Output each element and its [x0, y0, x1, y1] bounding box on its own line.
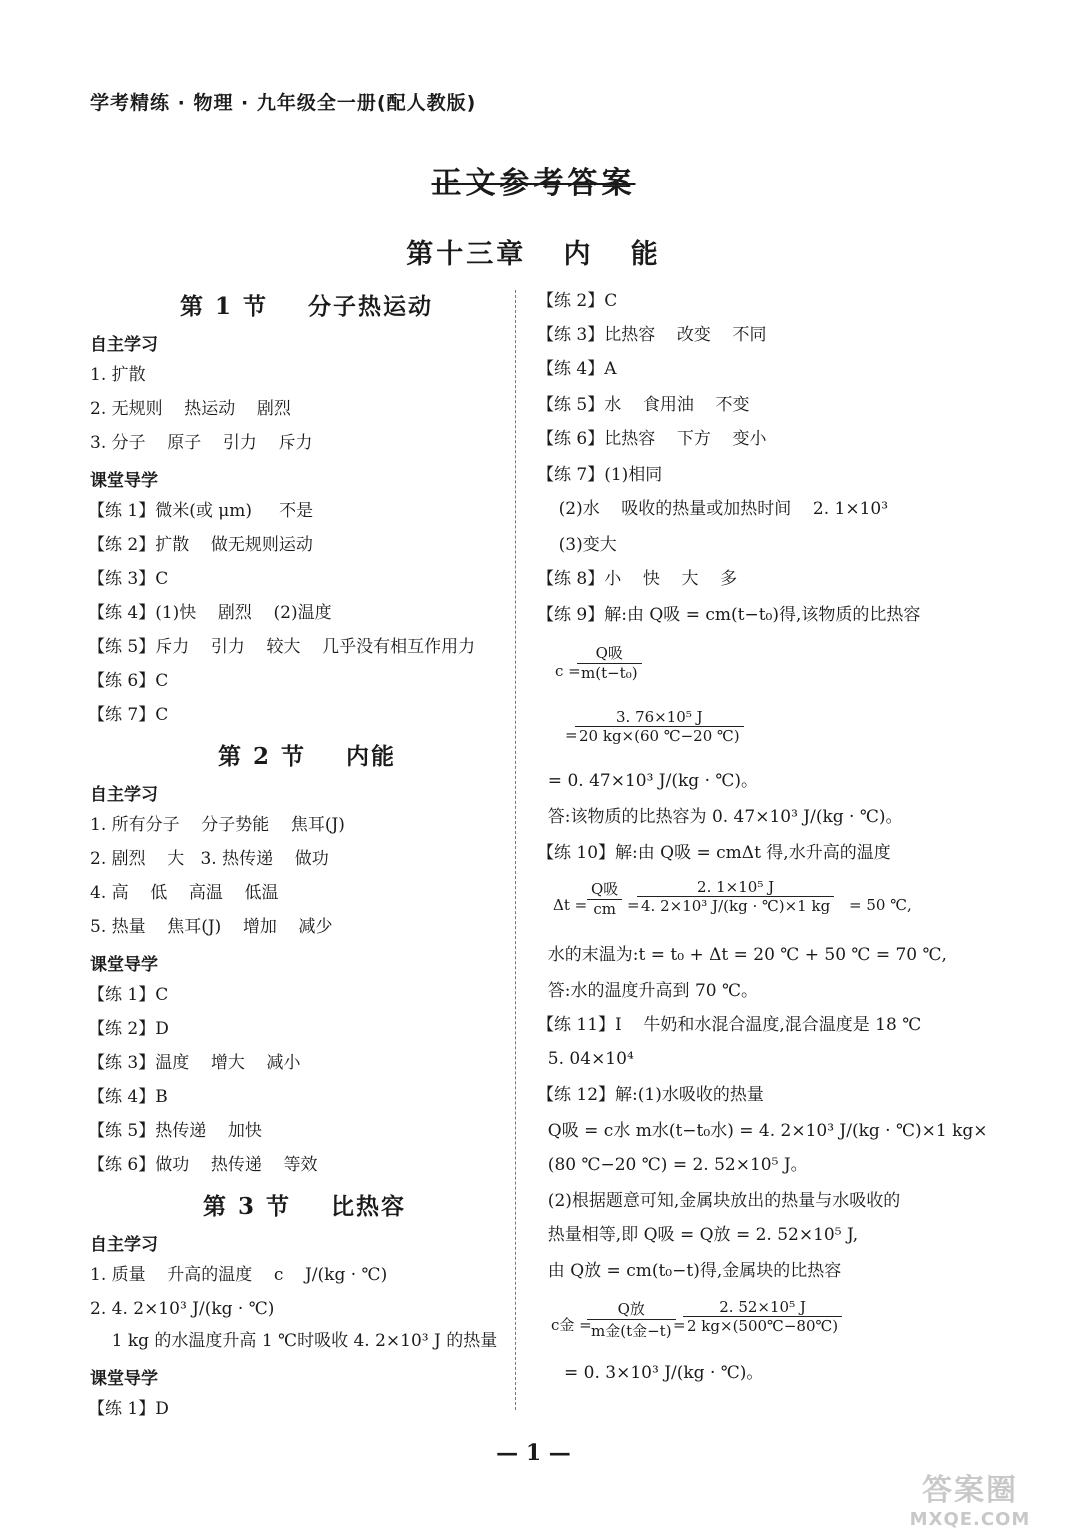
- section-1-title: 第 1 节 分子热运动: [180, 293, 434, 320]
- formula-lhs: Δt =: [553, 896, 588, 914]
- fraction-numerator: Q放: [617, 1300, 645, 1318]
- formula-fraction: [683, 1298, 842, 1335]
- answer-line: 【练 6】比热容 下方 变小: [537, 429, 767, 449]
- column-divider: [515, 290, 516, 1410]
- fraction-numerator: 2. 52×10⁵ J: [719, 1298, 806, 1316]
- fraction-numerator: Q吸: [591, 880, 619, 898]
- formula-lhs: c金 =: [551, 1316, 592, 1334]
- fraction-denominator: m(t−t₀): [577, 663, 642, 682]
- answer-line: 【练 9】解:由 Q吸 = cm(t−t₀)得,该物质的比热容: [537, 605, 921, 625]
- formula-fraction: [577, 642, 642, 682]
- answer-line: (2)根据题意可知,金属块放出的热量与水吸收的: [537, 1191, 901, 1211]
- answer-line: 【练 3】比热容 改变 不同: [537, 325, 767, 345]
- answer-line: Q吸 = c水 m水(t−t₀水) = 4. 2×10³ J/(kg · ℃)×1 kg×: [537, 1121, 988, 1141]
- fraction-denominator: 20 kg×(60 ℃−20 ℃): [575, 726, 744, 745]
- section-3-title: 第 3 节 比热容: [203, 1193, 407, 1220]
- answer-line: 2. 4. 2×10³ J/(kg · ℃): [90, 1299, 275, 1319]
- chapter-title: 第十三章 内 能: [406, 239, 661, 270]
- answer-line: 1 kg 的水温度升高 1 ℃时吸收 4. 2×10³ J 的热量: [90, 1331, 498, 1351]
- answer-line: 【练 10】解:由 Q吸 = cmΔt 得,水升高的温度: [537, 843, 891, 863]
- answer-line: 水的末温为:t = t₀ + Δt = 20 ℃ + 50 ℃ = 70 ℃,: [537, 945, 947, 965]
- answer-line: 【练 8】小 快 大 多: [537, 569, 738, 589]
- watermark-logo: [895, 1465, 1045, 1530]
- formula-rhs: = 50 ℃,: [849, 896, 912, 914]
- sec2-self-study-heading: 自主学习: [90, 785, 158, 805]
- answer-line: 【练 5】斥力 引力 较大 几乎没有相互作用力: [88, 637, 476, 657]
- sec1-class-guide-heading: 课堂导学: [90, 471, 158, 491]
- formula-fraction: [587, 878, 622, 918]
- answer-line: 2. 无规则 热运动 剧烈: [90, 399, 291, 419]
- fraction-numerator: 2. 1×10⁵ J: [697, 878, 775, 896]
- fraction-numerator: 3. 76×10⁵ J: [616, 708, 703, 726]
- answer-line: 【练 4】(1)快 剧烈 (2)温度: [88, 603, 332, 623]
- answer-line: 【练 11】I 牛奶和水混合温度,混合温度是 18 ℃: [537, 1015, 922, 1035]
- answer-line: 【练 5】水 食用油 不变: [537, 395, 750, 415]
- formula-fraction: [575, 708, 744, 745]
- sec3-class-guide-heading: 课堂导学: [90, 1369, 158, 1389]
- answer-line: 【练 6】C: [88, 671, 169, 691]
- answer-line: 1. 质量 升高的温度 c J/(kg · ℃): [90, 1265, 388, 1285]
- answer-line: 【练 6】做功 热传递 等效: [88, 1155, 318, 1175]
- answer-line: 【练 3】温度 增大 减小: [88, 1053, 301, 1073]
- answer-line: 【练 2】D: [88, 1019, 169, 1039]
- answer-line: 1. 扩散: [90, 365, 146, 385]
- answer-line: = 0. 3×10³ J/(kg · ℃)。: [537, 1363, 764, 1383]
- answer-line: 答:水的温度升高到 70 ℃。: [537, 981, 758, 1001]
- answer-line: 【练 2】C: [537, 291, 618, 311]
- answer-line: 由 Q放 = cm(t₀−t)得,金属块的比热容: [537, 1261, 842, 1281]
- answer-line: 2. 剧烈 大 3. 热传递 做功: [90, 849, 329, 869]
- page-number: — 1 —: [496, 1440, 571, 1466]
- watermark-text: 答案圈: [922, 1473, 1018, 1508]
- fraction-denominator: 4. 2×10³ J/(kg · ℃)×1 kg: [637, 896, 834, 915]
- answer-line: 3. 分子 原子 引力 斥力: [90, 433, 313, 453]
- sec1-self-study-heading: 自主学习: [90, 335, 158, 355]
- answer-line: 【练 5】热传递 加快: [88, 1121, 262, 1141]
- sec3-self-study-heading: 自主学习: [90, 1235, 158, 1255]
- answer-line: 【练 4】B: [88, 1087, 168, 1107]
- answer-line: 【练 12】解:(1)水吸收的热量: [537, 1085, 764, 1105]
- formula-lhs: =: [565, 726, 578, 744]
- fraction-denominator: m金(t金−t): [587, 1319, 676, 1341]
- answer-line: 【练 7】(1)相同: [537, 465, 663, 485]
- answer-line: 【练 1】D: [88, 1399, 169, 1419]
- answer-line: 5. 热量 焦耳(J) 增加 减少: [90, 917, 333, 937]
- answer-line: 1. 所有分子 分子势能 焦耳(J): [90, 815, 345, 835]
- answer-line: 【练 1】微米(或 μm) 不是: [88, 501, 314, 521]
- formula-equals: =: [673, 1316, 686, 1334]
- watermark-url: MXQE.COM: [909, 1509, 1031, 1530]
- book-header: 学考精练 · 物理 · 九年级全一册(配人教版): [90, 92, 477, 114]
- sec2-class-guide-heading: 课堂导学: [90, 955, 158, 975]
- answer-line: 【练 1】C: [88, 985, 169, 1005]
- answer-line: 答:该物质的比热容为 0. 47×10³ J/(kg · ℃)。: [537, 807, 903, 827]
- section-2-title: 第 2 节 内能: [218, 743, 397, 770]
- answer-line: 【练 2】扩散 做无规则运动: [88, 535, 313, 555]
- formula-equals: =: [627, 896, 640, 914]
- answer-line: 热量相等,即 Q吸 = Q放 = 2. 52×10⁵ J,: [537, 1225, 859, 1245]
- answer-line: = 0. 47×10³ J/(kg · ℃)。: [537, 771, 759, 791]
- answer-line: 【练 3】C: [88, 569, 169, 589]
- fraction-numerator: Q吸: [595, 644, 623, 662]
- main-title: 正文参考答案: [431, 166, 636, 201]
- formula-fraction: [587, 1298, 676, 1341]
- fraction-denominator: 2 kg×(500℃−80℃): [683, 1316, 842, 1335]
- answer-line: (80 ℃−20 ℃) = 2. 52×10⁵ J。: [537, 1155, 808, 1175]
- answer-line: 【练 4】A: [537, 359, 617, 379]
- formula-lhs: c =: [555, 662, 581, 680]
- answer-line: (3)变大: [537, 535, 617, 555]
- fraction-denominator: cm: [587, 899, 622, 918]
- answer-line: 【练 7】C: [88, 705, 169, 725]
- formula-fraction: [637, 878, 834, 915]
- answer-line: 5. 04×10⁴: [537, 1049, 634, 1069]
- answer-line: (2)水 吸收的热量或加热时间 2. 1×10³: [537, 499, 889, 519]
- answer-line: 4. 高 低 高温 低温: [90, 883, 279, 903]
